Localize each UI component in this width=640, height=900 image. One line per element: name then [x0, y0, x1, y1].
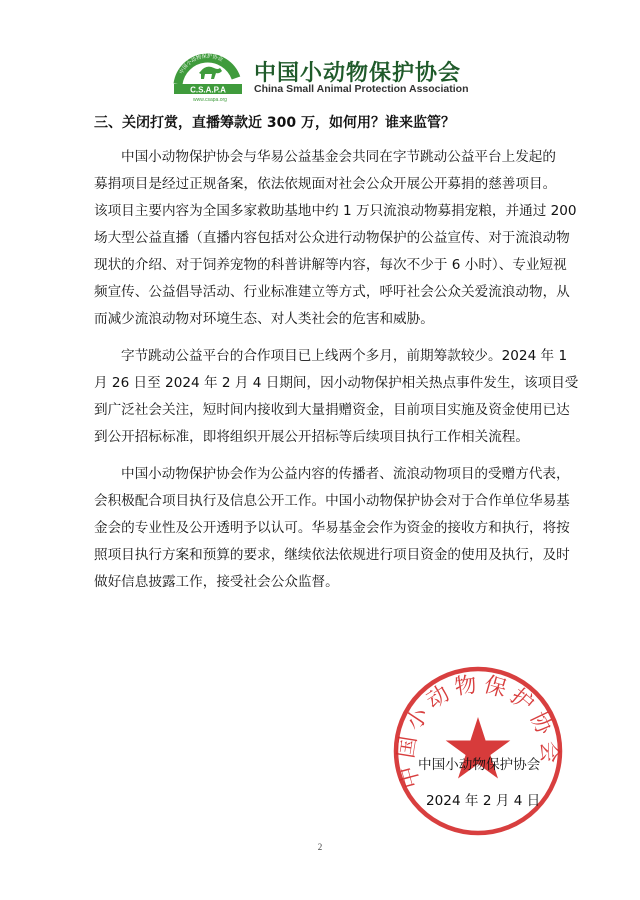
text-line: 频宣传、公益倡导活动、行业标准建立等方式，呼吁社会公众关爱流浪动物，从 [94, 284, 570, 300]
text-line: 月 26 日至 2024 年 2 月 4 日期间，因小动物保护相关热点事件发生，该项目受 [94, 375, 579, 391]
section-heading: 三、关闭打赏，直播筹款近 300 万，如何用？谁来监管？ [94, 115, 455, 131]
seal-arc-text: 中国小动物保护协会 [393, 671, 562, 791]
logo-url: www.csapa.org [193, 97, 227, 103]
text-line: 到广泛社会关注，短时间内接收到大量捐赠资金，目前项目实施及资金使用已达 [94, 402, 570, 418]
text-line: 该项目主要内容为全国多家救助基地中约 1 万只流浪动物募捐宠粮，并通过 200 [94, 203, 577, 219]
text-line: 现状的介绍、对于饲养宠物的科普讲解等内容，每次不少于 6 小时）、专业短视 [94, 257, 567, 273]
association-logo [170, 48, 246, 104]
text-line: 到公开招标标准，即将组织开展公开招标等后续项目执行工作相关流程。 [94, 429, 529, 445]
text-line: 中国小动物保护协会作为公益内容的传播者、流浪动物项目的受赠方代表， [121, 466, 570, 482]
text-line: 做好信息披露工作，接受社会公众监督。 [94, 574, 339, 590]
page-number: 2 [317, 842, 323, 852]
text-line: 字节跳动公益平台的合作项目已上线两个多月，前期筹款较少。2024 年 1 [121, 348, 568, 364]
text-line: 会积极配合项目执行及信息公开工作。中国小动物保护协会对于合作单位华易基 [94, 493, 570, 509]
logo-arc-text: 中国小动物保护协会 [178, 53, 224, 76]
paragraph-2 [94, 343, 579, 451]
org-name-chinese: 中国小动物保护协会 [254, 61, 462, 86]
text-line: 金会的专业性及公开透明予以认可。华易基金会作为资金的接收方和执行，将按 [94, 520, 570, 536]
text-line: 场大型公益直播（直播内容包括对公众进行动物保护的公益宣传、对于流浪动物 [94, 230, 570, 246]
paragraph-3 [94, 461, 570, 596]
signature-date: 2024 年 2 月 4 日 [426, 793, 541, 809]
official-seal [388, 661, 568, 841]
text-line: 中国小动物保护协会与华易公益基金会共同在字节跳动公益平台上发起的 [121, 149, 556, 165]
text-line: 照项目执行方案和预算的要求，继续依法依规进行项目资金的使用及执行，及时 [94, 547, 570, 563]
text-line: 而减少流浪动物对环境生态、对人类社会的危害和威胁。 [94, 311, 434, 327]
logo-abbreviation: C.S.A.P.A [190, 85, 226, 95]
org-name-english: China Small Animal Protection Association [254, 83, 469, 95]
text-line: 募捐项目是经过正规备案，依法依规面对社会公众开展公开募捐的慈善项目。 [94, 176, 557, 192]
paragraph-1 [94, 144, 577, 333]
signature-organization: 中国小动物保护协会 [418, 757, 541, 773]
document-body [94, 112, 579, 606]
letterhead [170, 48, 490, 104]
